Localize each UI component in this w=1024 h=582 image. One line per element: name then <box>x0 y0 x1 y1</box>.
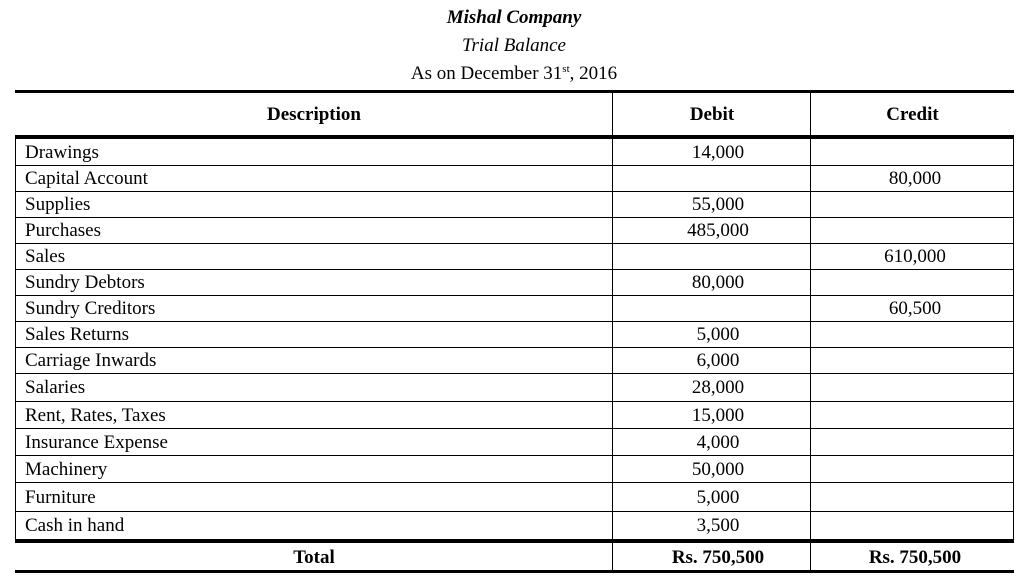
total-label: Total <box>293 547 335 568</box>
row-description: Machinery <box>25 459 108 480</box>
row-debit: 6,000 <box>696 350 740 371</box>
table-bottom-rule <box>15 570 1014 573</box>
row-separator <box>15 373 1014 374</box>
row-description: Salaries <box>25 377 86 398</box>
row-description: Purchases <box>25 220 101 241</box>
row-description: Sales Returns <box>25 324 129 345</box>
row-debit: 4,000 <box>696 432 740 453</box>
statement-date <box>0 62 1024 86</box>
row-credit: 60,500 <box>888 298 942 319</box>
row-separator <box>15 165 1014 166</box>
date-ordinal-suffix: st <box>562 63 570 75</box>
row-description: Capital Account <box>25 168 148 189</box>
row-debit: 50,000 <box>691 459 745 480</box>
row-separator <box>15 217 1014 218</box>
row-separator <box>15 482 1014 483</box>
row-separator <box>15 401 1014 402</box>
row-separator <box>15 191 1014 192</box>
row-description: Furniture <box>25 487 96 508</box>
row-debit: 5,000 <box>696 324 740 345</box>
row-description: Supplies <box>25 194 91 215</box>
row-separator <box>15 511 1014 512</box>
table-top-rule <box>15 90 1014 93</box>
row-description: Sales <box>25 246 66 267</box>
row-separator <box>15 269 1014 270</box>
row-debit: 15,000 <box>691 405 745 426</box>
row-separator <box>15 295 1014 296</box>
row-separator <box>15 428 1014 429</box>
right-border <box>1013 139 1014 539</box>
row-separator <box>15 347 1014 348</box>
row-debit: 5,000 <box>696 487 740 508</box>
row-description: Sundry Creditors <box>25 298 156 319</box>
row-debit: 28,000 <box>691 377 745 398</box>
total-top-rule <box>15 539 1014 543</box>
row-separator <box>15 321 1014 322</box>
column-header-debit: Debit <box>689 104 735 125</box>
left-border <box>15 139 16 539</box>
row-debit: 14,000 <box>691 142 745 163</box>
row-debit: 3,500 <box>696 515 740 536</box>
row-credit: 610,000 <box>884 246 946 267</box>
date-prefix: As on December 31 <box>410 63 563 84</box>
row-description: Insurance Expense <box>25 432 168 453</box>
row-debit: 55,000 <box>691 194 745 215</box>
row-description: Rent, Rates, Taxes <box>25 405 166 426</box>
trial-balance-table <box>15 90 1014 573</box>
date-year: , 2016 <box>569 63 618 84</box>
row-separator <box>15 243 1014 244</box>
row-debit: 485,000 <box>687 220 749 241</box>
row-separator <box>15 455 1014 456</box>
total-debit: Rs. 750,500 <box>671 547 765 568</box>
company-name: Mishal Company <box>446 7 582 28</box>
row-debit: 80,000 <box>691 272 745 293</box>
column-header-credit: Credit <box>886 104 939 125</box>
row-description: Cash in hand <box>25 515 125 536</box>
document-title: Trial Balance <box>462 35 566 56</box>
row-description: Carriage Inwards <box>25 350 157 371</box>
row-description: Sundry Debtors <box>25 272 145 293</box>
row-credit: 80,000 <box>888 168 942 189</box>
row-description: Drawings <box>25 142 99 163</box>
column-header-description: Description <box>267 104 361 125</box>
total-credit: Rs. 750,500 <box>868 547 962 568</box>
header-bottom-rule <box>15 135 1014 139</box>
